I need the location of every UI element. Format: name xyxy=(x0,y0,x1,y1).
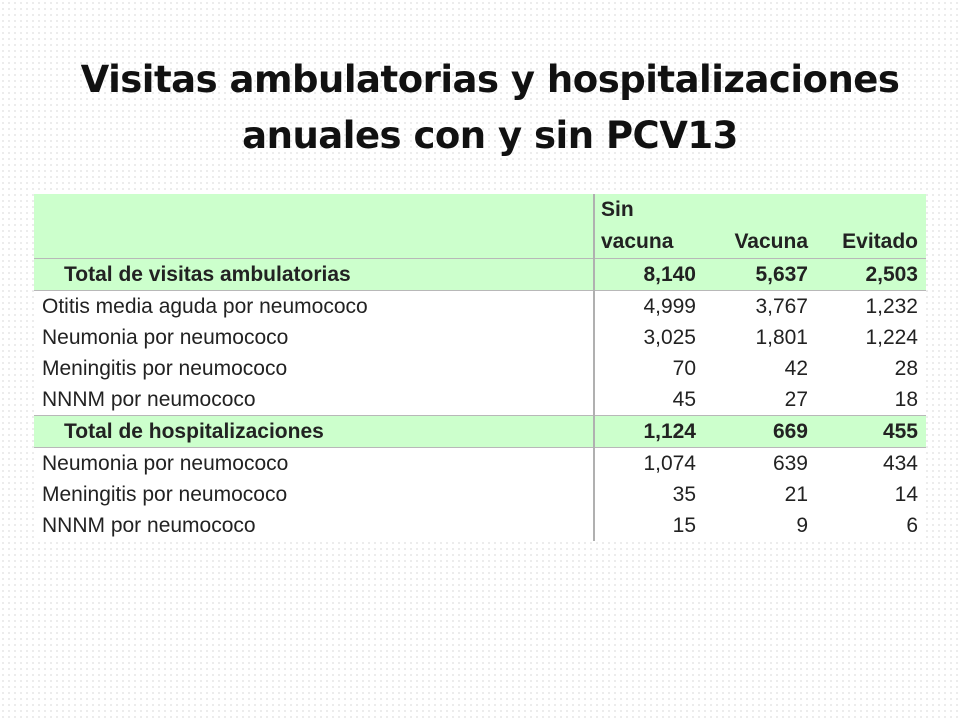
cell-vacuna: 42 xyxy=(784,356,808,380)
cell-vacuna: 5,637 xyxy=(704,259,816,291)
row-label: Meningitis por neumococo xyxy=(34,479,594,510)
row-label: Otitis media aguda por neumococo xyxy=(34,291,594,323)
table-row xyxy=(34,479,926,510)
row-label: Total de visitas ambulatorias xyxy=(34,259,594,291)
table-row xyxy=(34,291,926,323)
row-label: NNNM por neumococo xyxy=(34,510,594,541)
cell-vacuna: 639 xyxy=(772,451,808,475)
slide-title-line2: anuales con y sin PCV13 xyxy=(242,114,738,157)
cell-evitado: 455 xyxy=(816,416,926,448)
cell-evitado: 28 xyxy=(894,356,918,380)
header-vacuna: Vacuna xyxy=(704,194,816,259)
table-row-total-visitas xyxy=(34,259,926,291)
slide-title-line1: Visitas ambulatorias y hospitalizaciones xyxy=(80,58,900,101)
cell-sin-vacuna: 3,025 xyxy=(643,325,696,349)
header-label-cell xyxy=(34,194,594,259)
cell-evitado: 1,224 xyxy=(865,325,918,349)
table-row xyxy=(34,448,926,480)
cell-vacuna: 669 xyxy=(704,416,816,448)
cell-sin-vacuna: 8,140 xyxy=(594,259,704,291)
table-row xyxy=(34,322,926,353)
cell-vacuna: 3,767 xyxy=(755,294,808,318)
data-table-container xyxy=(34,194,926,540)
cell-vacuna: 9 xyxy=(796,513,808,537)
cell-vacuna: 27 xyxy=(784,387,808,411)
table-row xyxy=(34,353,926,384)
cell-vacuna: 1,801 xyxy=(755,325,808,349)
row-label: Neumonia por neumococo xyxy=(34,322,594,353)
cell-evitado: 6 xyxy=(906,513,918,537)
header-sin-vacuna-line2: vacuna xyxy=(601,230,674,253)
cell-evitado: 2,503 xyxy=(816,259,926,291)
header-sin-vacuna xyxy=(594,194,704,259)
row-label: Meningitis por neumococo xyxy=(34,353,594,384)
table-row-total-hospitalizaciones xyxy=(34,416,926,448)
header-sin-vacuna-line1: Sin xyxy=(601,198,634,221)
cell-vacuna: 21 xyxy=(784,482,808,506)
cell-evitado: 18 xyxy=(894,387,918,411)
header-evitado: Evitado xyxy=(816,194,926,259)
slide-title xyxy=(60,52,920,164)
cell-sin-vacuna: 4,999 xyxy=(643,294,696,318)
data-table xyxy=(34,194,926,541)
cell-sin-vacuna: 70 xyxy=(672,356,696,380)
cell-sin-vacuna: 15 xyxy=(672,513,696,537)
row-label: NNNM por neumococo xyxy=(34,384,594,416)
table-row xyxy=(34,384,926,416)
cell-sin-vacuna: 1,124 xyxy=(594,416,704,448)
table-row xyxy=(34,510,926,541)
row-label: Neumonia por neumococo xyxy=(34,448,594,480)
cell-sin-vacuna: 45 xyxy=(672,387,696,411)
cell-evitado: 434 xyxy=(882,451,918,475)
cell-sin-vacuna: 1,074 xyxy=(643,451,696,475)
cell-sin-vacuna: 35 xyxy=(672,482,696,506)
row-label: Total de hospitalizaciones xyxy=(34,416,594,448)
cell-evitado: 1,232 xyxy=(865,294,918,318)
cell-evitado: 14 xyxy=(894,482,918,506)
table-header-row xyxy=(34,194,926,259)
